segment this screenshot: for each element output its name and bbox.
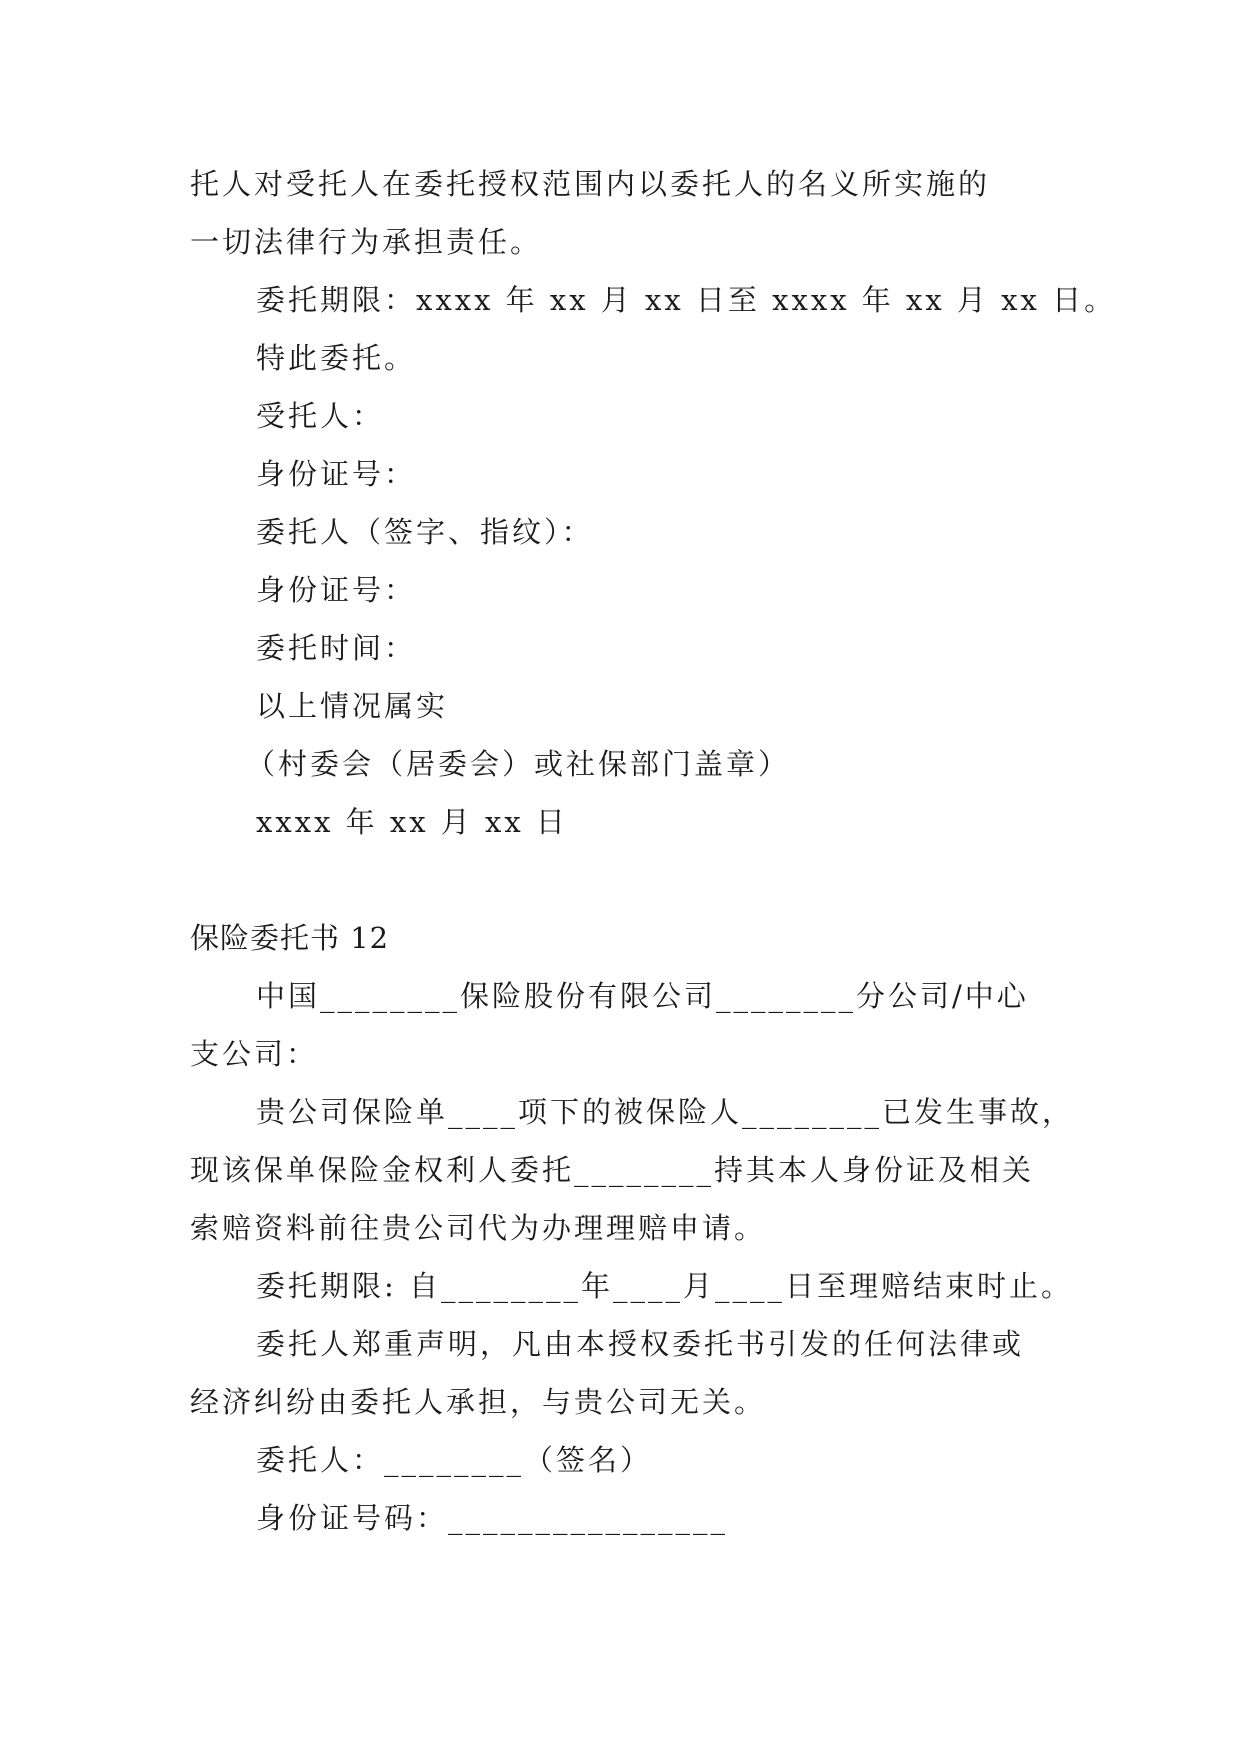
trustee-id-label: 身份证号： xyxy=(256,457,417,491)
principal-id-label: 身份证号： xyxy=(256,573,417,607)
entrust-period: 委托期限: 自________年____月____日至理赔结束时止。 xyxy=(256,1269,1073,1303)
addressee-line: 中国________保险股份有限公司________分公司/中心 xyxy=(256,979,1029,1013)
id-number-line: 身份证号码：________________ xyxy=(256,1501,729,1535)
declaration-line: 委托人郑重声明，凡由本授权委托书引发的任何法律或 xyxy=(256,1327,1025,1361)
section-title: 保险委托书 12 xyxy=(190,921,390,955)
paragraph-line: 一切法律行为承担责任。 xyxy=(190,225,543,259)
document-page xyxy=(190,155,1117,1547)
trustee-label: 受托人： xyxy=(256,399,385,433)
entrust-period: 委托期限：xxxx 年 xx 月 xx 日至 xxxx 年 xx 月 xx 日。 xyxy=(256,283,1117,317)
addressee-line-cont: 支公司： xyxy=(190,1037,319,1071)
body-paragraph-line: 贵公司保险单____项下的被保险人________已发生事故， xyxy=(256,1095,1075,1129)
verification-statement: 以上情况属实 xyxy=(256,689,449,723)
principal-signature-label: 委托人（签字、指纹）： xyxy=(256,515,594,549)
document-date: xxxx 年 xx 月 xx 日 xyxy=(256,805,568,839)
paragraph-line: 托人对受托人在委托授权范围内以委托人的名义所实施的 xyxy=(190,167,991,201)
body-paragraph-line: 索赔资料前往贵公司代为办理理赔申请。 xyxy=(190,1211,767,1245)
stamp-note: （村委会（居委会）或社保部门盖章） xyxy=(246,747,791,781)
principal-signature-line: 委托人：________（签名） xyxy=(256,1443,653,1477)
section-gap xyxy=(190,851,1050,909)
declaration-line: 经济纠纷由委托人承担，与贵公司无关。 xyxy=(190,1385,767,1419)
entrust-date-label: 委托时间： xyxy=(256,631,417,665)
body-paragraph-line: 现该保单保险金权利人委托________持其本人身份证及相关 xyxy=(190,1153,1035,1187)
closing-phrase: 特此委托。 xyxy=(256,341,417,375)
